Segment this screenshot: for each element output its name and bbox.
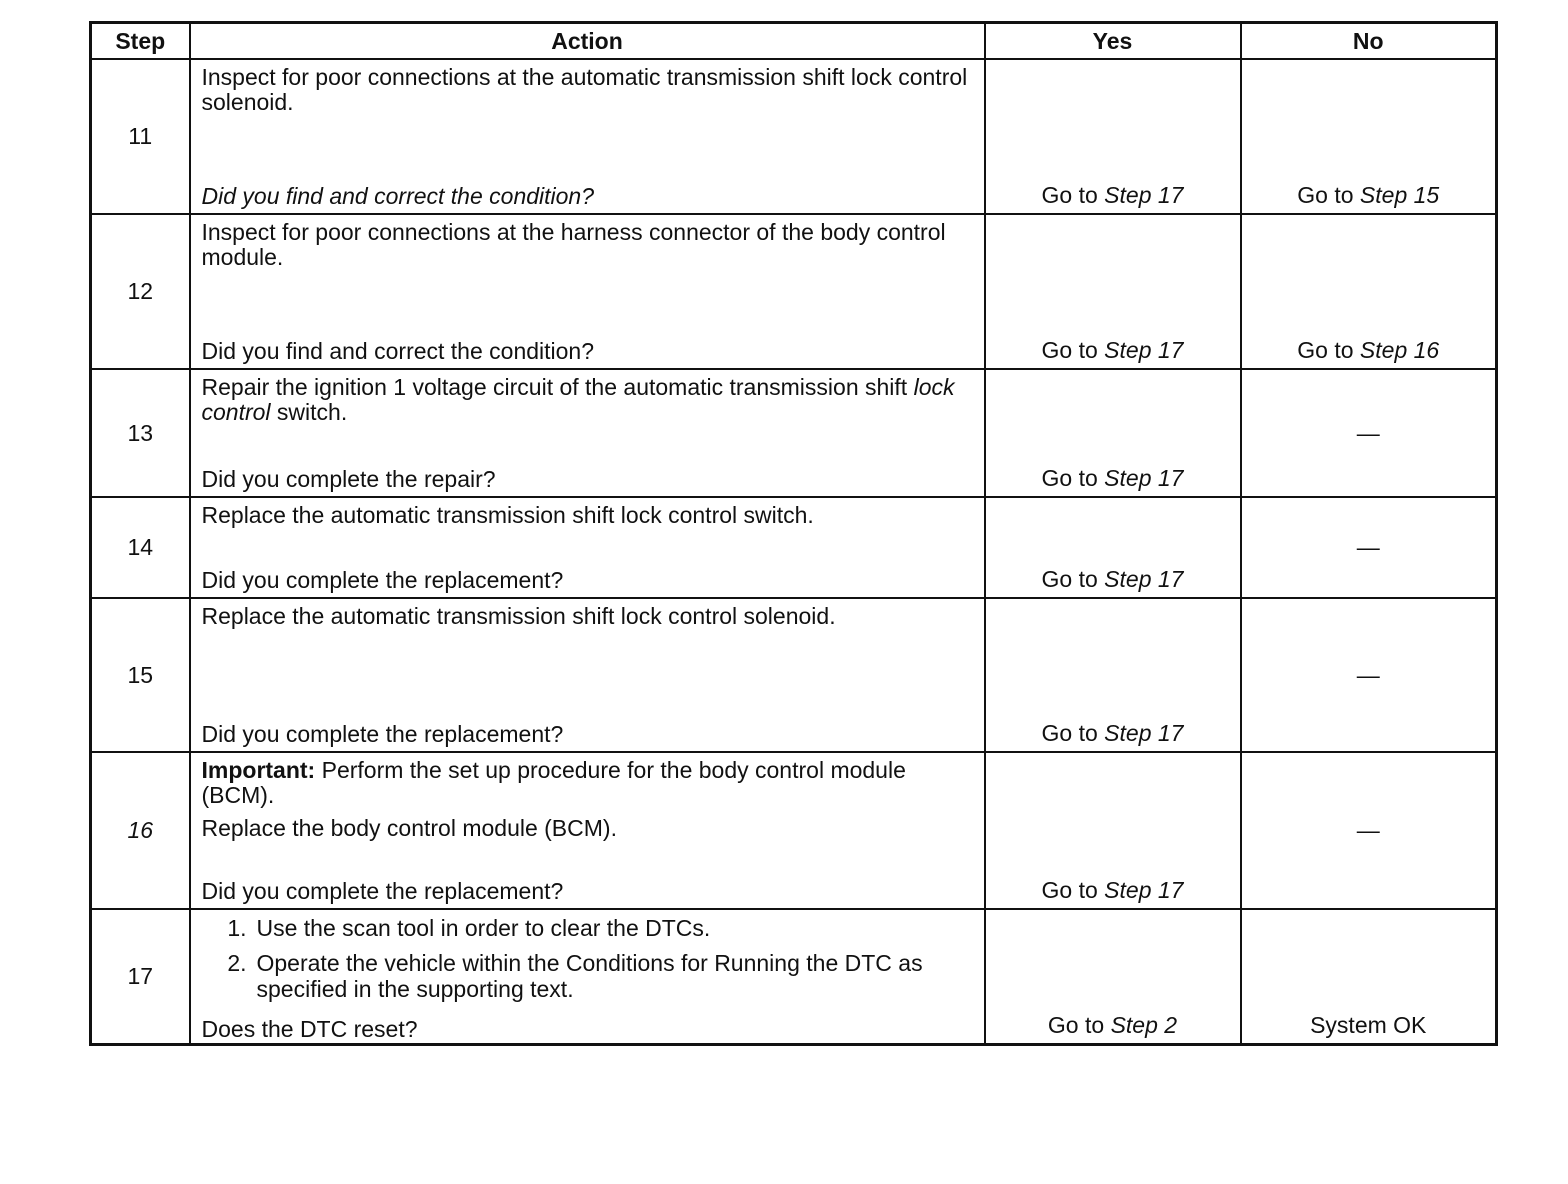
yes-cell (985, 497, 1241, 598)
no-cell (1241, 598, 1497, 752)
no-result: System OK (1310, 1012, 1427, 1038)
list-text: Operate the vehicle within the Conditions for Running the DTC as specified in the supporting text. (256, 950, 923, 1002)
header-yes: Yes (985, 23, 1241, 60)
diagnostic-table (89, 21, 1498, 1046)
action-text-part: Repair the ignition 1 voltage circuit of the automatic transmission shift (201, 374, 908, 400)
action-text: Inspect for poor connections at the harness connector of the body control module. (201, 219, 946, 270)
header-no: No (1241, 23, 1497, 60)
yes-prefix: Go to (1047, 1012, 1105, 1038)
step-number: 13 (91, 369, 190, 497)
yes-step-link[interactable]: Step 17 (1104, 465, 1184, 491)
action-text: Replace the automatic transmission shift lock control switch. (201, 502, 814, 528)
step-number: 17 (91, 909, 190, 1045)
no-dash: — (1356, 419, 1380, 446)
question-text: Did you complete the repair? (201, 466, 496, 492)
action-text: Replace the automatic transmission shift lock control solenoid. (201, 603, 836, 629)
yes-cell (985, 214, 1241, 369)
question-text: Did you find and correct the condition? (201, 183, 595, 209)
important-label: Important: (201, 757, 316, 783)
no-cell (1241, 752, 1497, 909)
important-note (202, 758, 974, 808)
important-text: Perform the set up procedure for the body control module (BCM). (201, 757, 906, 808)
no-cell (1241, 497, 1497, 598)
list-text: Use the scan tool in order to clear the DTCs. (256, 915, 711, 941)
step-number: 15 (91, 598, 190, 752)
list-item (202, 915, 974, 941)
list-number: 1. (227, 915, 247, 941)
no-cell (1241, 59, 1497, 214)
action-text-part: switch. (270, 399, 348, 425)
action-cell (190, 369, 985, 497)
no-dash: — (1356, 817, 1380, 843)
step-number: 16 (91, 752, 190, 909)
action-cell (190, 598, 985, 752)
header-step: Step (91, 23, 190, 60)
no-cell (1241, 909, 1497, 1045)
no-cell (1241, 214, 1497, 369)
table-row (91, 752, 1497, 909)
step-number: 11 (91, 59, 190, 214)
question-text: Did you complete the replacement? (201, 878, 564, 904)
question-text: Did you find and correct the condition? (201, 338, 595, 364)
action-group (202, 758, 974, 849)
yes-step-link[interactable]: Step 17 (1104, 182, 1184, 208)
yes-cell (985, 909, 1241, 1045)
action-text-italic: lock control (201, 374, 955, 425)
action-text: Inspect for poor connections at the automatic transmission shift lock control solenoid. (201, 64, 968, 115)
action-cell (190, 59, 985, 214)
table-row (91, 598, 1497, 752)
action-cell (190, 214, 985, 369)
yes-cell (985, 369, 1241, 497)
list-number: 2. (227, 950, 247, 976)
question-text: Did you complete the replacement? (201, 567, 564, 593)
header-action: Action (190, 23, 985, 60)
yes-prefix: Go to (1041, 182, 1098, 208)
table-header-row (91, 23, 1497, 60)
yes-cell (985, 598, 1241, 752)
yes-prefix: Go to (1041, 337, 1098, 363)
action-text: Replace the body control module (BCM). (201, 815, 617, 841)
table-row (91, 214, 1497, 369)
numbered-list (202, 915, 974, 1011)
yes-prefix: Go to (1041, 465, 1098, 491)
no-prefix: Go to (1297, 337, 1354, 363)
no-prefix: Go to (1297, 182, 1354, 208)
yes-cell (985, 752, 1241, 909)
yes-prefix: Go to (1041, 720, 1098, 746)
yes-step-link[interactable]: Step 17 (1104, 337, 1184, 363)
yes-step-link[interactable]: Step 2 (1110, 1012, 1178, 1038)
table-row (91, 369, 1497, 497)
question-text: Did you complete the replacement? (201, 721, 564, 747)
yes-prefix: Go to (1041, 566, 1098, 592)
table-row (91, 497, 1497, 598)
step-number: 14 (91, 497, 190, 598)
no-dash: — (1356, 661, 1380, 688)
step-number: 12 (91, 214, 190, 369)
yes-cell (985, 59, 1241, 214)
yes-step-link[interactable]: Step 17 (1104, 877, 1184, 903)
yes-step-link[interactable]: Step 17 (1104, 566, 1184, 592)
table-row (91, 59, 1497, 214)
action-cell (190, 752, 985, 909)
action-text (202, 375, 974, 425)
no-dash: — (1356, 534, 1380, 560)
no-step-link[interactable]: Step 15 (1359, 182, 1440, 208)
no-cell (1241, 369, 1497, 497)
no-step-link[interactable]: Step 16 (1359, 337, 1440, 363)
yes-prefix: Go to (1041, 877, 1098, 903)
action-cell (190, 909, 985, 1045)
yes-step-link[interactable]: Step 17 (1104, 720, 1184, 746)
table-row (91, 909, 1497, 1045)
list-item (202, 950, 974, 1002)
question-text: Does the DTC reset? (201, 1016, 418, 1042)
action-cell (190, 497, 985, 598)
